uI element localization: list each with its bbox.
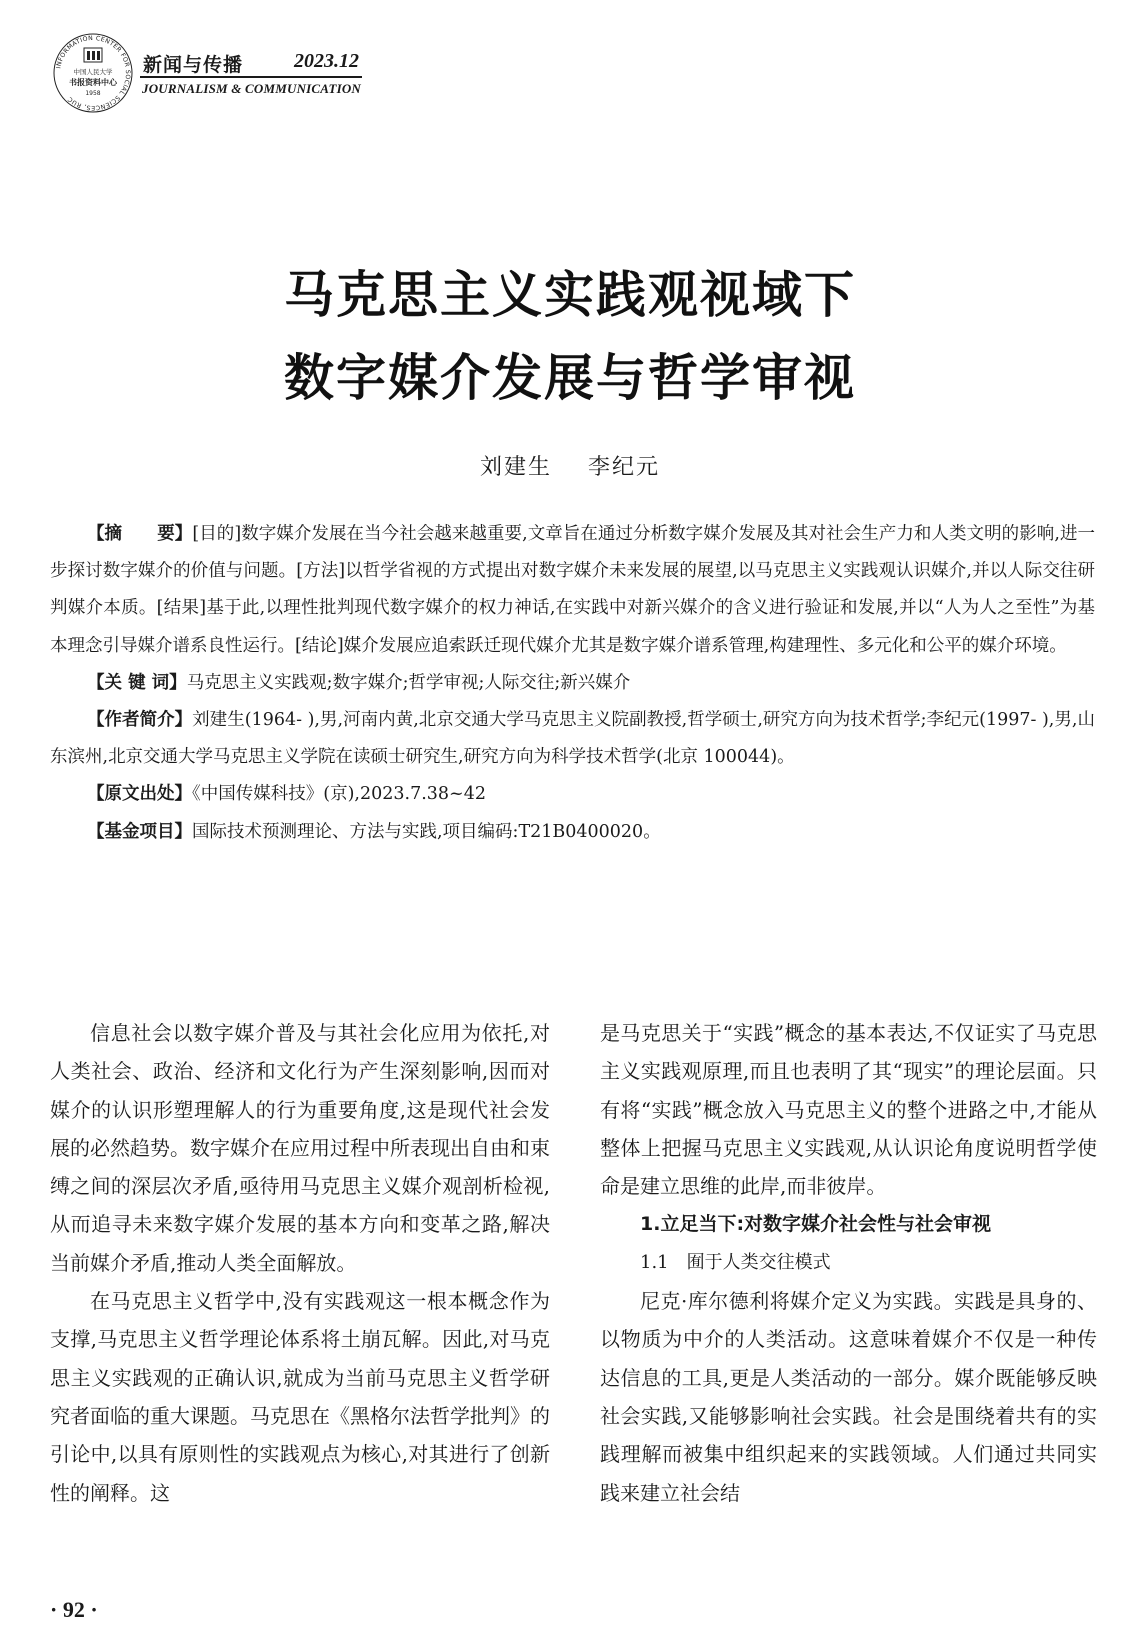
abstract-text: [目的]数字媒介发展在当今社会越来越重要,文章旨在通过分析数字媒介发展及其对社会生产力和人类文明的影响,进一步探讨数字媒介的价值与问题。[方法]以哲学省视的方式提出对数字媒介未来发展的展望,以马克思主义实践观认识媒介,并以人际交往研判媒介本质。[结果]基于此,以理性批判现代数字媒介的权力神话,在实践中对新兴媒介的含义进行验证和发展,并以“人为人之至性”为基本理念引导媒介谱系良性运行。[结论]媒介发展应追索跃迁现代媒介尤其是数字媒介谱系管理,构建理性、多元化和公平的媒介环境。 [50,524,1095,656]
body-column-left [50,1014,550,1512]
abstract [50,516,1095,665]
abstract-block [50,516,1095,851]
fund [50,814,1095,851]
article-title-line1: 马克思主义实践观视域下 [284,266,856,324]
keywords-text: 马克思主义实践观;数字媒介;哲学审视;人际交往;新兴媒介 [186,672,631,693]
journal-name-cn: 新闻与传播 [143,54,244,76]
publisher-seal-icon [52,32,134,114]
body-paragraph: 是马克思关于“实践”概念的基本表达,不仅证实了马克思主义实践观原理,而且也表明了其“现实”的理论层面。只有将“实践”概念放入马克思主义的整个进路之中,才能从整体上把握马克思主义实践观,从认识论角度说明哲学使命是建立思维的此岸,而非彼岸。 [600,1021,1097,1199]
subsection-heading: 1.1 囿于人类交往模式 [640,1251,831,1273]
author-name: 刘建生 [479,455,552,480]
page-number: · 92 · [50,1597,98,1622]
author-info [50,702,1095,776]
body-paragraph: 在马克思主义哲学中,没有实践观这一根本概念作为支撑,马克思主义哲学理论体系将土崩瓦解。因此,对马克思主义实践观的正确认识,就成为当前马克思主义哲学研究者面临的重大课题。马克思在《黑格尔法哲学批判》的引论中,以具有原则性的实践观点为核心,对其进行了创新性的阐释。这 [50,1289,550,1505]
source-text: 《中国传媒科技》(京),2023.7.38~42 [192,784,486,805]
abstract-label: 【摘 要】 [87,524,193,544]
body-paragraph: 信息社会以数字媒介普及与其社会化应用为依托,对人类社会、政治、经济和文化行为产生深刻影响,因而对媒介的认识形塑理解人的行为重要角度,这是现代社会发展的必然趋势。数字媒介在应用过程中所表现出自由和束缚之间的深层次矛盾,亟待用马克思主义媒介观剖析检视,从而追寻未来数字媒介发展的基本方向和变革之路,解决当前媒介矛盾,推动人类全面解放。 [50,1021,550,1275]
source [50,776,1095,813]
seal-ring-text: INFORMATION CENTER FOR SOCIAL SCIENCES, RUC [55,34,132,112]
fund-label: 【基金项目】 [87,821,192,842]
fund-text: 国际技术预测理论、方法与实践,项目编码:T21B0400020。 [192,821,661,842]
journal-name-en: JOURNALISM & COMMUNICATION [142,81,362,96]
body-paragraph: 尼克·库尔德利将媒介定义为实践。实践是具身的、以物质为中介的人类活动。这意味着媒介不仅是一种传达信息的工具,更是人类活动的一部分。媒介既能够反映社会实践,又能够影响社会实践。社会是围绕着共有的实践理解而被集中组织起来的实践领域。人们通过共同实践来建立社会结 [600,1289,1097,1505]
journal-header [52,32,452,112]
keywords [50,665,1095,702]
keywords-label: 【关 键 词】 [87,672,187,693]
article-title-line2: 数字媒介发展与哲学审视 [284,349,856,407]
author-info-text: 刘建生(1964- ),男,河南内黄,北京交通大学马克思主义院副教授,哲学硕士,研究方向为技术哲学;李纪元(1997- ),男,山东滨州,北京交通大学马克思主义学院在读硕士研究生,研究方向为科学技术哲学(北京 100044)。 [50,710,1096,768]
seal-org-line2: 书报资料中心 [69,77,117,87]
header-divider [140,76,362,78]
section-heading: 1.立足当下:对数字媒介社会性与社会审视 [640,1213,992,1236]
author-list [0,450,1140,481]
journal-issue: 2023.12 [294,50,359,72]
seal-year: 1958 [85,90,101,97]
author-name: 李纪元 [588,455,661,480]
author-info-label: 【作者简介】 [87,710,193,731]
seal-org-line1: 中国人民大学 [73,68,113,76]
source-label: 【原文出处】 [87,784,192,805]
body-column-right [600,1014,1097,1512]
